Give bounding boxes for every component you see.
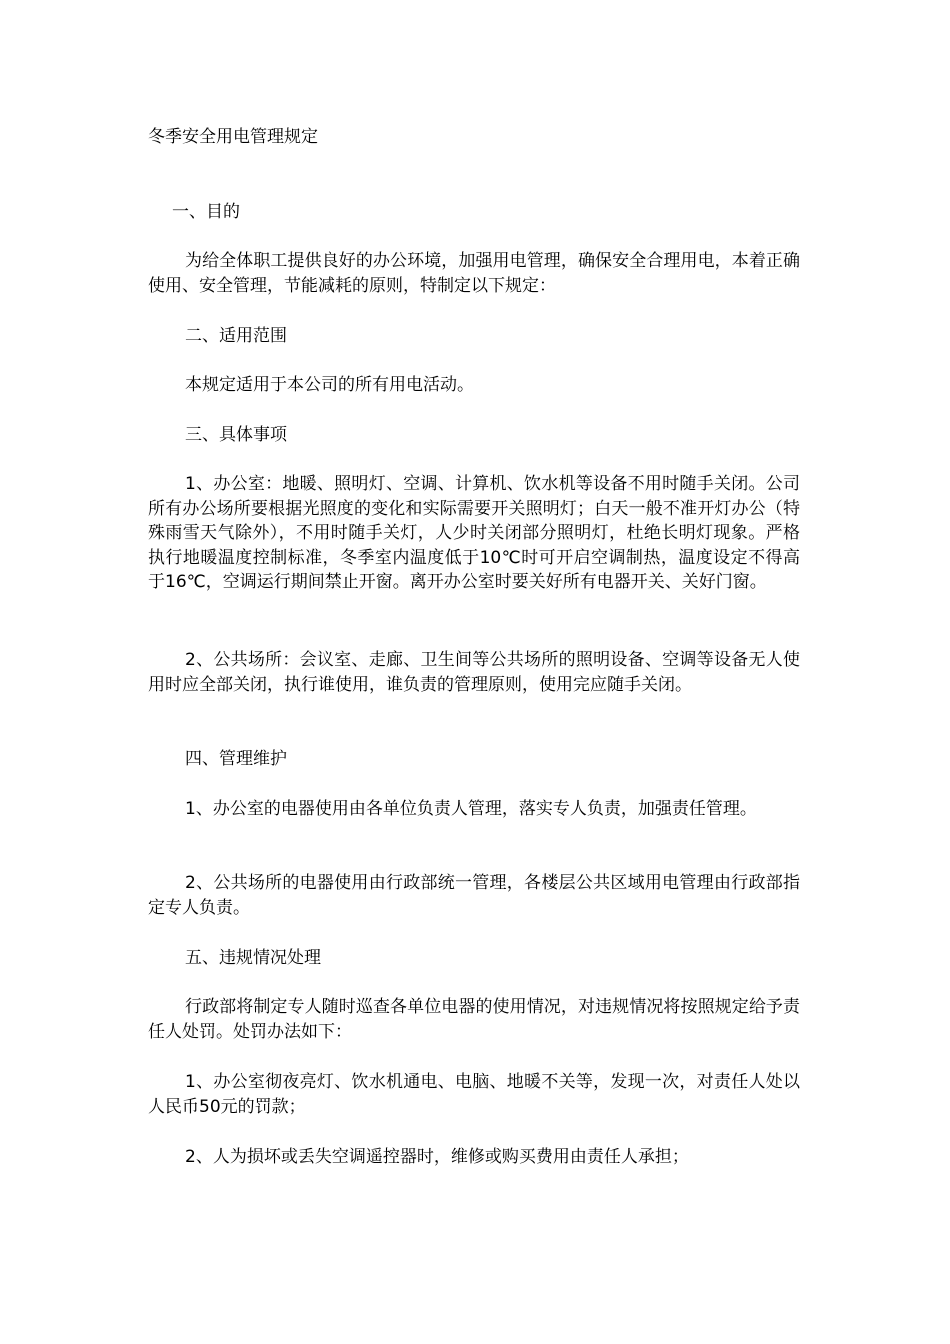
section-heading-details: 三、具体事项 — [185, 425, 287, 445]
paragraph-office-management: 1、办公室的电器使用由各单位负责人管理，落实专人负责，加强责任管理。 — [185, 799, 757, 819]
paragraph-office-rules: 1、办公室：地暖、照明灯、空调、计算机、饮水机等设备不用时随手关闭。公司所有办公场所要根据光照度的变化和实际需要开关照明灯；白天一般不准开灯办公（特殊雨雪天气除外），不用时随手关灯，人少时关闭部分照明灯，杜绝长明灯现象。严格执行地暖温度控制标准，冬季室内温度低于10℃时可开启空调制热，温度设定不得高于16℃，空调运行期间禁止开窗。离开办公室时要关好所有电器开关、关好门窗。 — [148, 474, 800, 592]
paragraph-public-management: 2、公共场所的电器使用由行政部统一管理，各楼层公共区域用电管理由行政部指定专人负责。 — [148, 873, 800, 918]
section-heading-violations: 五、违规情况处理 — [185, 948, 321, 968]
paragraph-inspection: 行政部将制定专人随时巡查各单位电器的使用情况，对违规情况将按照规定给予责任人处罚。处罚办法如下： — [148, 997, 800, 1042]
paragraph-purpose: 为给全体职工提供良好的办公环境，加强用电管理，确保安全合理用电，本着正确使用、安全管理，节能减耗的原则，特制定以下规定： — [148, 251, 800, 296]
section-heading-scope: 二、适用范围 — [185, 326, 287, 346]
paragraph-public-area-rules: 2、公共场所：会议室、走廊、卫生间等公共场所的照明设备、空调等设备无人使用时应全部关闭，执行谁使用，谁负责的管理原则，使用完应随手关闭。 — [148, 650, 800, 695]
paragraph-scope: 本规定适用于本公司的所有用电活动。 — [185, 375, 474, 395]
section-heading-maintenance: 四、管理维护 — [185, 749, 287, 769]
section-heading-purpose: 一、目的 — [172, 202, 240, 222]
document-title: 冬季安全用电管理规定 — [148, 127, 318, 147]
paragraph-penalty-2: 2、人为损坏或丢失空调遥控器时，维修或购买费用由责任人承担； — [185, 1147, 689, 1167]
paragraph-penalty-1: 1、办公室彻夜亮灯、饮水机通电、电脑、地暖不关等，发现一次，对责任人处以人民币50元的罚款； — [148, 1072, 800, 1117]
